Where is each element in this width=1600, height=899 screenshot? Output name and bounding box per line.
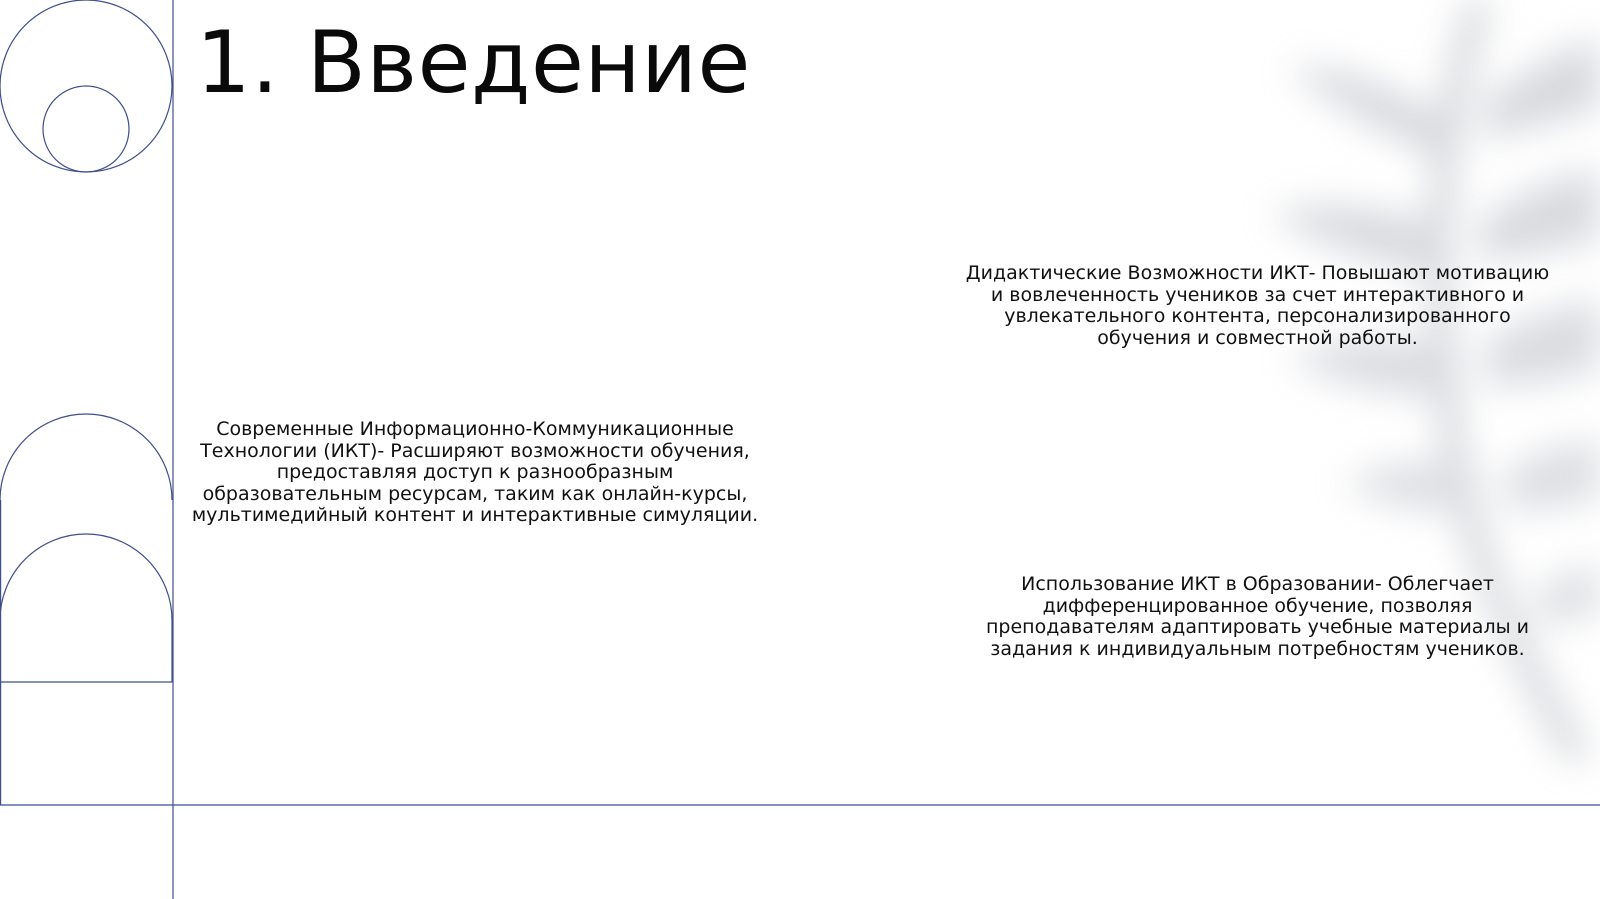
ict-modern-technologies-text: Современные Информационно-Коммуникационные Технологии (ИКТ)- Расширяют возможности обучения, предоставляя доступ к разнообразным образовательным ресурсам, таким как онлайн-курсы, мультимедийный контент и интерактивные симуляции.	[191, 418, 759, 526]
ict-didactic-possibilities-text: Дидактические Возможности ИКТ- Повышают мотивацию и вовлеченность учеников за счет интерактивного и увлекательного контента, персонализированного обучения и совместной работы.	[965, 262, 1550, 349]
lower-arch-decoration	[0, 534, 172, 682]
slide-title: 1. Введение	[196, 13, 751, 113]
ict-education-usage-text: Использование ИКТ в Образовании- Облегчает дифференцированное обучение, позволяя преподавателям адаптировать учебные материалы и задания к индивидуальным потребностям учеников.	[986, 573, 1529, 660]
small-circle-decoration	[43, 86, 129, 172]
upper-arch-decoration	[0, 414, 172, 500]
